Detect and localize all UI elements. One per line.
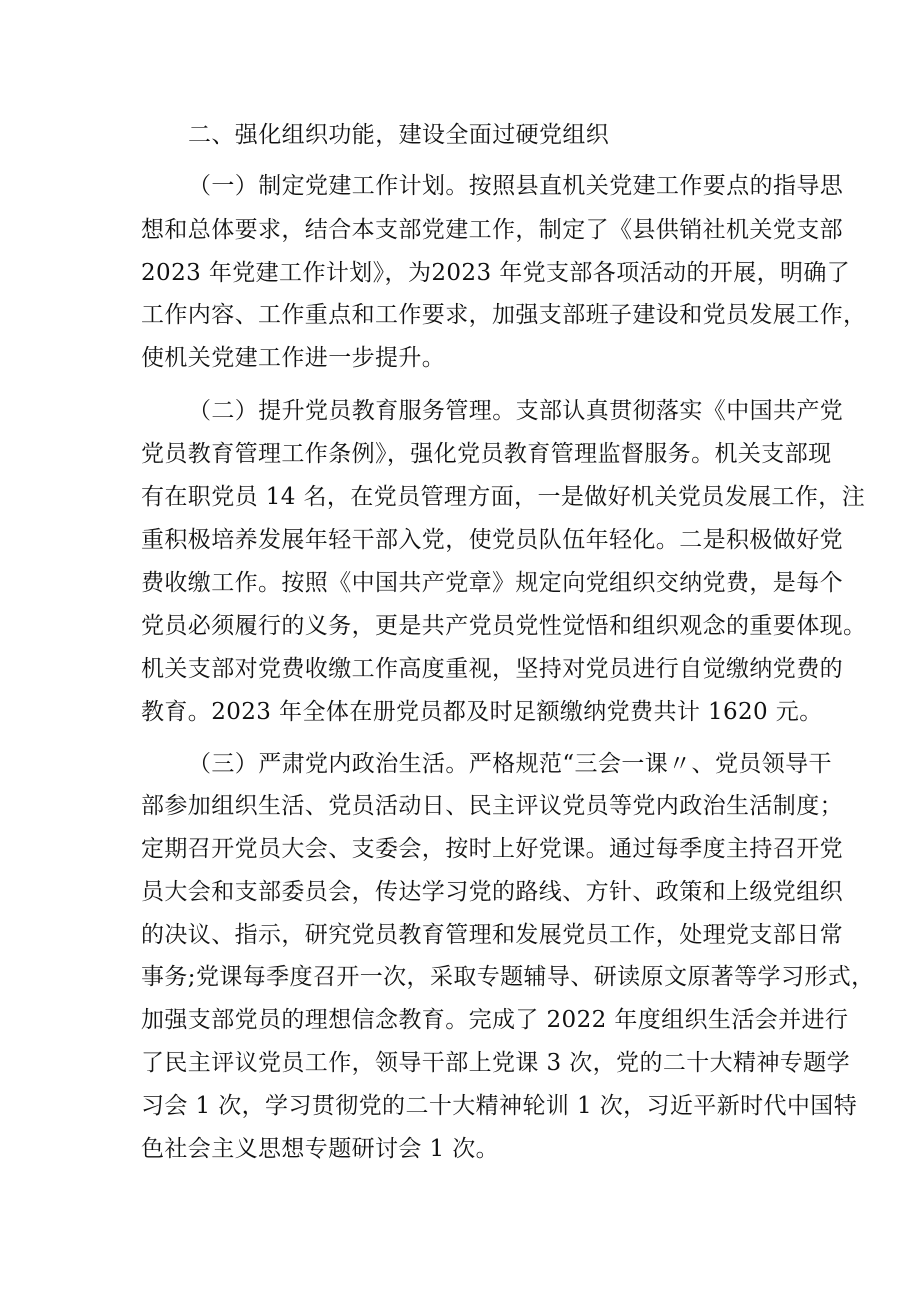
paragraph-line: 的决议、指示，研究党员教育管理和发展党员工作，处理党支部日常 (141, 922, 843, 948)
paragraph-line: （一）制定党建工作计划。按照县直机关党建工作要点的指导思 (188, 173, 844, 199)
paragraph-line: 费收缴工作。按照《中国共产党章》规定向党组织交纳党费，是每个 (141, 570, 843, 596)
paragraph-line: 加强支部党员的理想信念教育。完成了 2022 年度组织生活会并进行 (141, 1007, 849, 1033)
paragraph-line: 重积极培养发展年轻干部入党，使党员队伍年轻化。二是积极做好党 (141, 527, 843, 553)
paragraph-line: 色社会主义思想专题研讨会 1 次。 (141, 1136, 500, 1162)
paragraph-line: 机关支部对党费收缴工作高度重视，坚持对党员进行自觉缴纳党费的 (141, 656, 843, 682)
paragraph-line: 员大会和支部委员会，传达学习党的路线、方针、政策和上级党组织 (141, 879, 843, 905)
paragraph-line: 教育。2023 年全体在册党员都及时足额缴纳党费共计 1620 元。 (141, 699, 823, 725)
paragraph-line: （二）提升党员教育服务管理。支部认真贯彻落实《中国共产党 (188, 398, 844, 424)
paragraph-line: 习会 1 次，学习贯彻党的二十大精神轮训 1 次，习近平新时代中国特 (141, 1093, 858, 1119)
paragraph-line: （三）严肃党内政治生活。严格规范“三会一课〃、党员领导干 (188, 751, 832, 777)
paragraph-line: 定期召开党员大会、支委会，按时上好党课。通过每季度主持召开党 (141, 836, 843, 862)
paragraph-line: 部参加组织生活、党员活动日、民主评议党员等党内政治生活制度； (141, 793, 843, 819)
paragraph-line: 想和总体要求，结合本支部党建工作，制定了《县供销社机关党支部 (141, 217, 843, 243)
paragraph-line: 2023 年党建工作计划》，为2023 年党支部各项活动的开展，明确了 (141, 260, 851, 286)
paragraph-line: 有在职党员 14 名，在党员管理方面，一是做好机关党员发展工作，注 (141, 484, 866, 510)
paragraph-line: 使机关党建工作进一步提升。 (141, 345, 446, 371)
paragraph-line: 党员教育管理工作条例》，强化党员教育管理监督服务。机关支部现 (141, 441, 832, 467)
section-heading: 二、强化组织功能，建设全面过硬党组织 (188, 122, 610, 148)
paragraph-line: 工作内容、工作重点和工作要求，加强支部班子建设和党员发展工作， (141, 302, 867, 328)
paragraph-line: 事务;党课每季度召开一次，采取专题辅导、研读原文原著等学习形式， (141, 964, 875, 990)
paragraph-line: 党员必须履行的义务，更是共产党员党性觉悟和组织观念的重要体现。 (141, 613, 867, 639)
paragraph-line: 了民主评议党员工作，领导干部上党课 3 次，党的二十大精神专题学 (141, 1050, 851, 1076)
